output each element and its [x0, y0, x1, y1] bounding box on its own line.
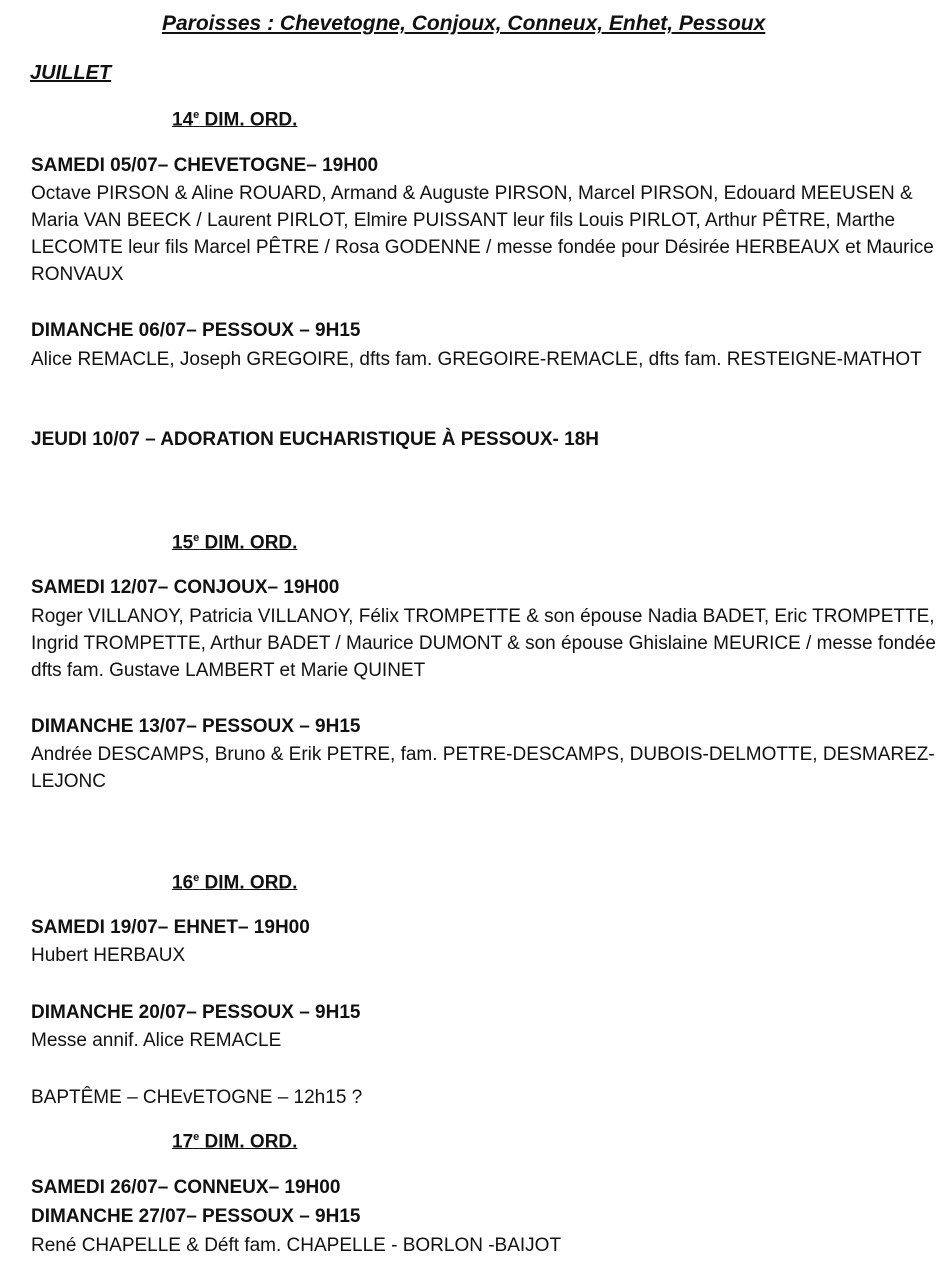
entry-text	[31, 942, 185, 969]
entry-heading: JEUDI 10/07 – ADORATION EUCHARISTIQUE À PESSOUX- 18H	[31, 429, 600, 450]
dim-number: 14	[172, 109, 194, 131]
entry-line: Messe annif. Alice REMACLE	[31, 1030, 282, 1051]
entry-line: Octave PIRSON & Aline ROUARD, Armand & Auguste PIRSON, Marcel PIRSON, Edouard MEEUSEN &	[31, 183, 913, 204]
section-heading-14	[172, 109, 297, 131]
page-title: Paroisses : Chevetogne, Conjoux, Conneux, Enhet, Pessoux	[162, 12, 766, 35]
entry-line: René CHAPELLE & Déft fam. CHAPELLE - BORLON -BAIJOT	[31, 1235, 562, 1256]
dim-superscript: e	[193, 532, 200, 544]
baptism-note: BAPTÊME – CHEvETOGNE – 12h15 ?	[31, 1087, 363, 1108]
dim-superscript: e	[193, 109, 200, 121]
dim-label: DIM. ORD.	[199, 872, 298, 894]
entry-heading: SAMEDI 12/07– CONJOUX– 19H00	[31, 577, 340, 598]
entry-line: dfts fam. Gustave LAMBERT et Marie QUINET	[31, 660, 426, 681]
section-heading-16	[172, 872, 297, 894]
entry-text	[31, 741, 935, 795]
section-heading-15	[172, 532, 297, 554]
entry-heading: SAMEDI 19/07– EHNET– 19H00	[31, 917, 310, 938]
month-heading: JUILLET	[30, 62, 112, 84]
dim-label: DIM. ORD.	[199, 532, 298, 554]
dim-label: DIM. ORD.	[199, 1131, 298, 1153]
entry-line: Alice REMACLE, Joseph GREGOIRE, dfts fam. GREGOIRE-REMACLE, dfts fam. RESTEIGNE-MATHOT	[31, 349, 922, 370]
dim-number: 17	[172, 1131, 194, 1153]
entry-heading: DIMANCHE 20/07– PESSOUX – 9H15	[31, 1002, 361, 1023]
section-heading-17	[172, 1131, 297, 1153]
entry-heading: SAMEDI 26/07– CONNEUX– 19H00	[31, 1177, 341, 1198]
entry-text	[31, 346, 922, 373]
entry-line: LECOMTE leur fils Marcel PÊTRE / Rosa GODENNE / messe fondée pour Désirée HERBEAUX et Maurice	[31, 237, 934, 258]
entry-line: Hubert HERBAUX	[31, 945, 186, 966]
entry-line: Maria VAN BEECK / Laurent PIRLOT, Elmire PUISSANT leur fils Louis PIRLOT, Arthur PÊTRE, Marthe	[31, 210, 896, 231]
entry-heading: DIMANCHE 27/07– PESSOUX – 9H15	[31, 1206, 361, 1227]
entry-line: Roger VILLANOY, Patricia VILLANOY, Félix TROMPETTE & son épouse Nadia BADET, Eric TROMPETTE,	[31, 606, 935, 627]
entry-line: Ingrid TROMPETTE, Arthur BADET / Maurice DUMONT & son épouse Ghislaine MEURICE / messe fondée	[31, 633, 936, 654]
dim-number: 16	[172, 872, 194, 894]
entry-heading: DIMANCHE 06/07– PESSOUX – 9H15	[31, 320, 361, 341]
entry-line: RONVAUX	[31, 264, 124, 285]
dim-label: DIM. ORD.	[199, 109, 298, 131]
entry-line: Andrée DESCAMPS, Bruno & Erik PETRE, fam. PETRE-DESCAMPS, DUBOIS-DELMOTTE, DESMAREZ-	[31, 744, 935, 765]
entry-line: LEJONC	[31, 771, 106, 792]
entry-heading: DIMANCHE 13/07– PESSOUX – 9H15	[31, 716, 361, 737]
dim-superscript: e	[193, 1131, 200, 1143]
dim-number: 15	[172, 532, 194, 554]
entry-text	[31, 180, 934, 288]
entry-text	[31, 1027, 281, 1054]
dim-superscript: e	[193, 872, 200, 884]
entry-text	[31, 1232, 561, 1259]
entry-text	[31, 603, 936, 684]
entry-heading: SAMEDI 05/07– CHEVETOGNE– 19H00	[31, 155, 379, 176]
